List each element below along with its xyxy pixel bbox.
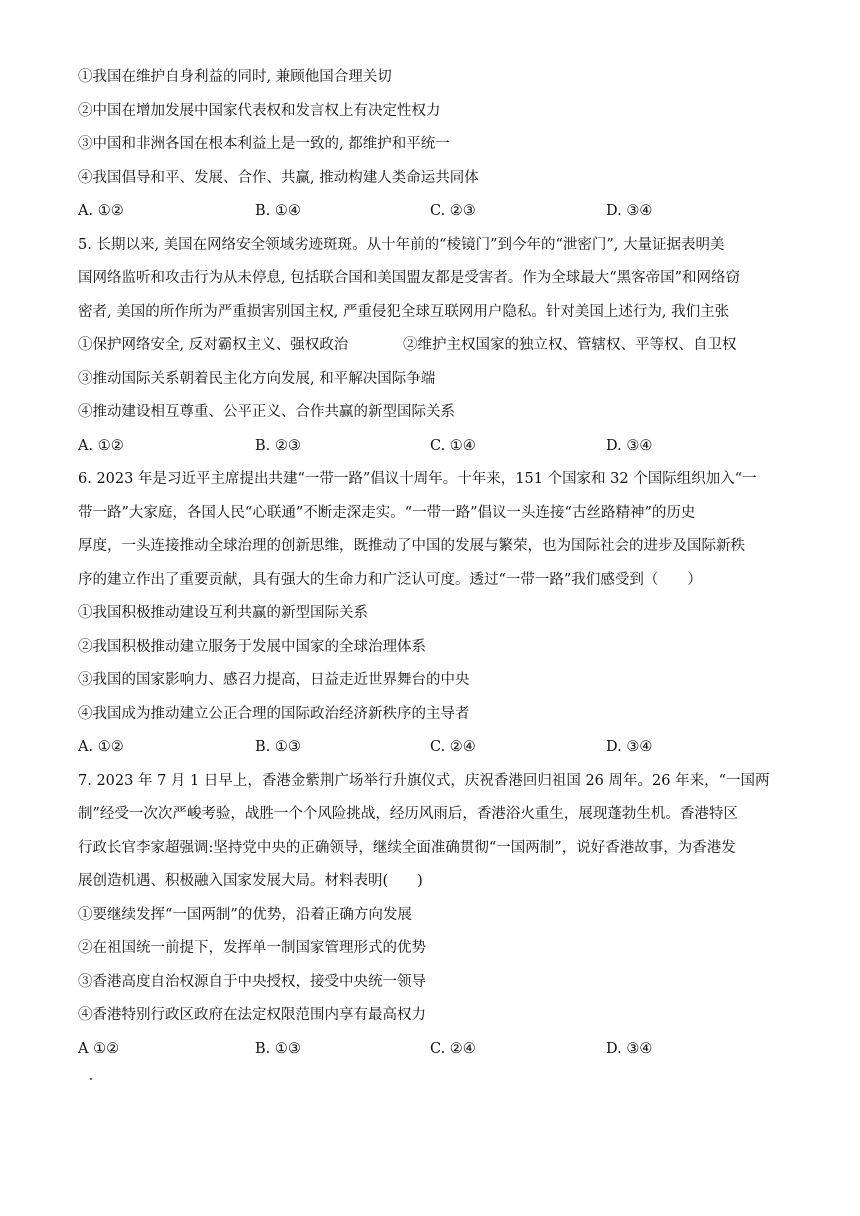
q6-option-a: A. ①② xyxy=(78,739,124,755)
q6-option-b: B. ①③ xyxy=(255,739,301,755)
q5-item-1: ①保护网络安全, 反对霸权主义、强权政治 xyxy=(78,337,349,353)
q6-item-4: ④我国成为推动建立公正合理的国际政治经济新秩序的主导者 xyxy=(78,705,470,722)
q6-stem-line: 6. 2023 年是习近平主席提出共建“一带一路”倡议十周年。十年来，151 个国家和 32 个国际组织加入“一 xyxy=(78,471,757,487)
question-4 xyxy=(78,66,788,222)
q7-stem-line: 行政长官李家超强调:坚持党中央的正确领导，继续全面准确贯彻“一国两制”，说好香港故事，为香港发 xyxy=(78,839,736,856)
q6-item-3: ③我国的国家影响力、感召力提高，日益走近世界舞台的中央 xyxy=(78,672,470,688)
q7-options xyxy=(78,1038,788,1060)
q5-item-3: ③推动国际关系朝着民主化方向发展, 和平解决国际争端 xyxy=(78,370,436,387)
q6-option-d: D. ③④ xyxy=(606,739,653,755)
q5-item-2: ②维护主权国家的独立权、管辖权、平等权、自卫权 xyxy=(403,337,737,353)
q7-option-a: A ①② xyxy=(78,1040,120,1057)
question-5 xyxy=(78,234,788,457)
q7-option-c: C. ②④ xyxy=(430,1040,476,1057)
q7-stem-line: 7. 2023 年 7 月 1 日早上，香港金紫荆广场举行升旗仪式，庆祝香港回归祖国 26 周年。26 年来，“一国两 xyxy=(78,772,770,789)
q7-item-2: ②在祖国统一前提下，发挥单一制国家管理形式的优势 xyxy=(78,940,426,956)
q6-stem xyxy=(78,468,788,591)
q5-stem xyxy=(78,234,788,323)
q6-item-1: ①我国积极推动建设互利共赢的新型国际关系 xyxy=(78,605,368,621)
q7-stem-line: 制”经受一次次严峻考验，战胜一个个风险挑战，经历风雨后，香港浴火重生，展现蓬勃生机。香港特区 xyxy=(78,806,738,822)
q7-item-3: ③香港高度自治权源自于中央授权，接受中央统一领导 xyxy=(78,973,426,990)
q5-option-d: D. ③④ xyxy=(606,437,653,454)
q5-items-row xyxy=(78,334,788,356)
q5-stem-line: 密者, 美国的所作所为严重损害别国主权, 严重侵犯全球互联网用户隐私。针对美国上述行为, 我们主张 xyxy=(78,303,730,320)
q6-stem-line: 厚度，一头连接推动全球治理的创新思维，既推动了中国的发展与繁荣，也为国际社会的进步及国际新秩 xyxy=(78,538,745,554)
q7-item-4: ④香港特别行政区政府在法定权限范围内享有最高权力 xyxy=(78,1007,426,1023)
q4-option-b: B. ①④ xyxy=(255,203,301,219)
q7-item-1: ①要继续发挥“一国两制”的优势，沿着正确方向发展 xyxy=(78,906,412,923)
q5-item-4: ④推动建设相互尊重、公平正义、合作共赢的新型国际关系 xyxy=(78,404,455,420)
q4-option-d: D. ③④ xyxy=(606,203,653,219)
q5-stem-line: 国网络监听和攻击行为从未停息, 包括联合国和美国盟友都是受害者。作为全球最大“黑客帝国”和网络窃 xyxy=(78,270,741,286)
q6-option-c: C. ②④ xyxy=(430,739,476,755)
stray-dot xyxy=(90,1078,92,1080)
q5-stem-line: 5. 长期以来, 美国在网络安全领域劣迹斑斑。从十年前的“棱镜门”到今年的“泄密门”, 大量证据表明美 xyxy=(78,236,725,253)
q4-item-3: ③中国和非洲各国在根本利益上是一致的, 都维护和平统一 xyxy=(78,136,450,152)
q5-option-c: C. ①④ xyxy=(430,437,476,454)
q7-stem xyxy=(78,770,788,893)
question-7 xyxy=(78,770,788,1060)
q5-options xyxy=(78,435,788,457)
q6-options xyxy=(78,736,788,758)
q6-stem-line: 序的建立作出了重要贡献，具有强大的生命力和广泛认可度。透过“一带一路”我们感受到（ ） xyxy=(78,571,702,588)
q7-option-d: D. ③④ xyxy=(606,1040,653,1057)
exam-page xyxy=(78,66,788,1071)
q5-option-a: A. ①② xyxy=(78,437,124,454)
q4-item-4: ④我国倡导和平、发展、合作、共赢, 推动构建人类命运共同体 xyxy=(78,169,479,186)
q4-item-2: ②中国在增加发展中国家代表权和发言权上有决定性权力 xyxy=(78,102,441,119)
q4-option-a: A. ①② xyxy=(78,203,124,219)
q7-stem-line: 展创造机遇、积极融入国家发展大局。材料表明( ) xyxy=(78,873,423,889)
q4-item-1: ①我国在维护自身利益的同时, 兼顾他国合理关切 xyxy=(78,69,392,85)
q6-item-2: ②我国积极推动建立服务于发展中国家的全球治理体系 xyxy=(78,638,426,655)
q7-option-b: B. ①③ xyxy=(255,1040,301,1057)
q6-stem-line: 带一路”大家庭，各国人民“心联通”不断走深走实。“一带一路”倡议一头连接“古丝路精神”的历史 xyxy=(78,504,696,521)
q5-option-b: B. ②③ xyxy=(255,437,301,454)
q4-options xyxy=(78,200,788,222)
question-6 xyxy=(78,468,788,758)
q4-option-c: C. ②③ xyxy=(430,203,476,219)
